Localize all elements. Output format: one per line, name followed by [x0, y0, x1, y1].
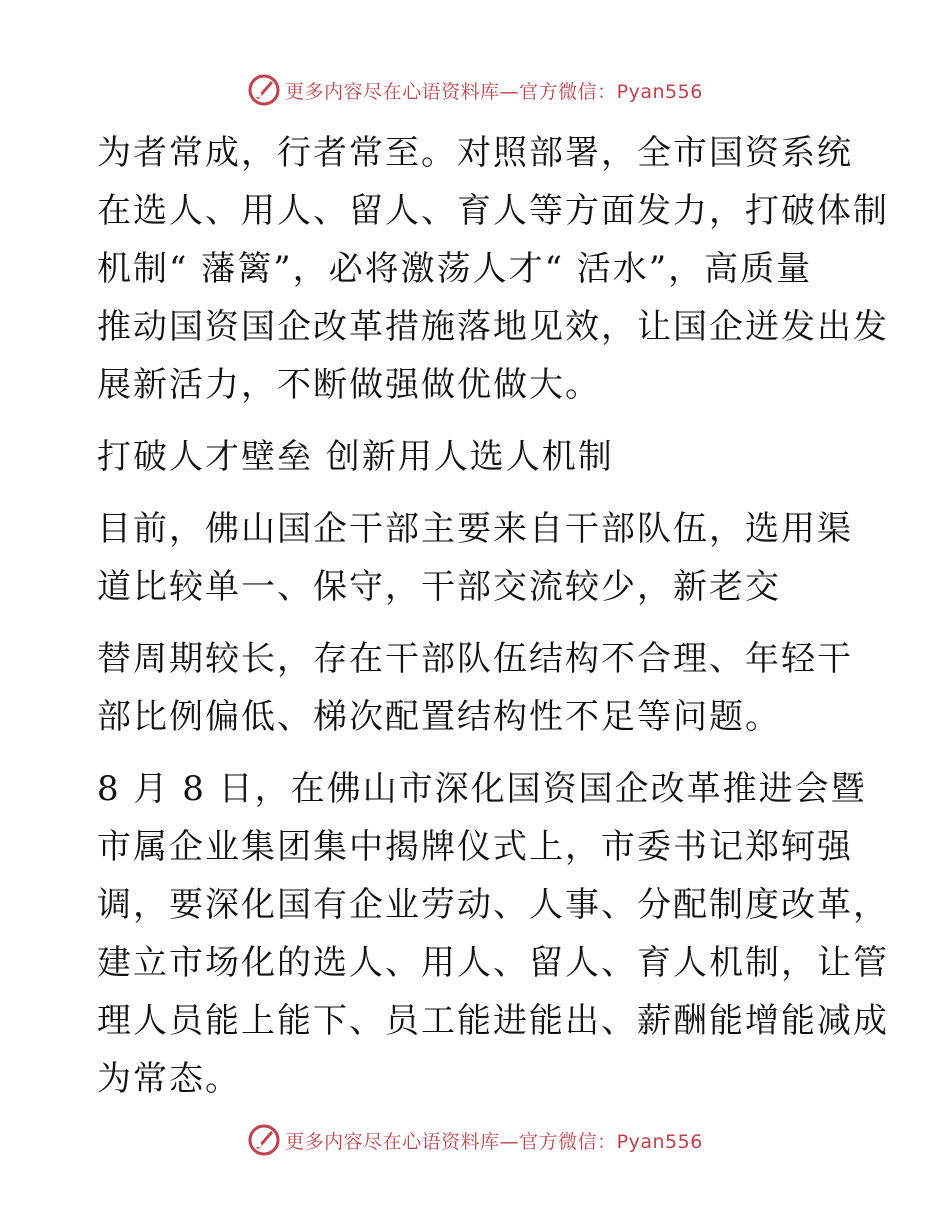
text-line: 部比例偏低、梯次配置结构性不足等问题。	[97, 697, 781, 737]
text-line: 为者常成，行者常至。对照部署，全市国资系统	[97, 133, 853, 173]
watermark-wechat-id: Pyan556	[616, 1130, 703, 1153]
text-line: 目前，佛山国企干部主要来自干部队伍，选用渠	[97, 509, 853, 549]
text-line: 为常态。	[97, 1059, 241, 1099]
watermark-wechat-id: Pyan556	[616, 80, 703, 103]
text-line: 在选人、用人、留人、育人等方面发力，打破体制	[97, 191, 889, 231]
document-body	[97, 124, 889, 1108]
text-line: 市属企业集团集中揭牌仪式上，市委书记郑轲强	[97, 827, 853, 867]
header-watermark	[0, 70, 950, 110]
text-line: 道比较单一、保守，干部交流较少，新老交	[97, 567, 781, 607]
text-line: 理人员能上能下、员工能进能出、薪酬能增能减成	[97, 1001, 889, 1041]
watermark-text: 更多内容尽在心语资料库—官方微信：	[285, 80, 617, 103]
paragraph	[97, 630, 857, 746]
text-line: 替周期较长，存在干部队伍结构不合理、年轻干	[97, 639, 853, 679]
text-line: 机制“ 藩篱”，必将激荡人才“ 活水”，高质量	[97, 249, 813, 289]
paragraph	[97, 500, 857, 616]
quill-seal-icon	[247, 73, 281, 107]
heading-line: 打破人才壁垒 创新用人选人机制	[97, 437, 614, 477]
text-line: 调，要深化国有企业劳动、人事、分配制度改革，	[97, 885, 889, 925]
paragraph	[97, 760, 889, 1108]
text-line: 展新活力，不断做强做优做大。	[97, 365, 601, 405]
quill-seal-icon	[247, 1123, 281, 1157]
paragraph	[97, 124, 889, 414]
text-line: 建立市场化的选人、用人、留人、育人机制，让管	[97, 943, 889, 983]
watermark-text: 更多内容尽在心语资料库—官方微信：	[285, 1130, 617, 1153]
text-line: 推动国资国企改革措施落地见效，让国企迸发出发	[97, 307, 889, 347]
footer-watermark	[0, 1120, 950, 1160]
text-line: 8 月 8 日，在佛山市深化国资国企改革推进会暨	[97, 769, 867, 809]
section-heading	[97, 428, 857, 486]
